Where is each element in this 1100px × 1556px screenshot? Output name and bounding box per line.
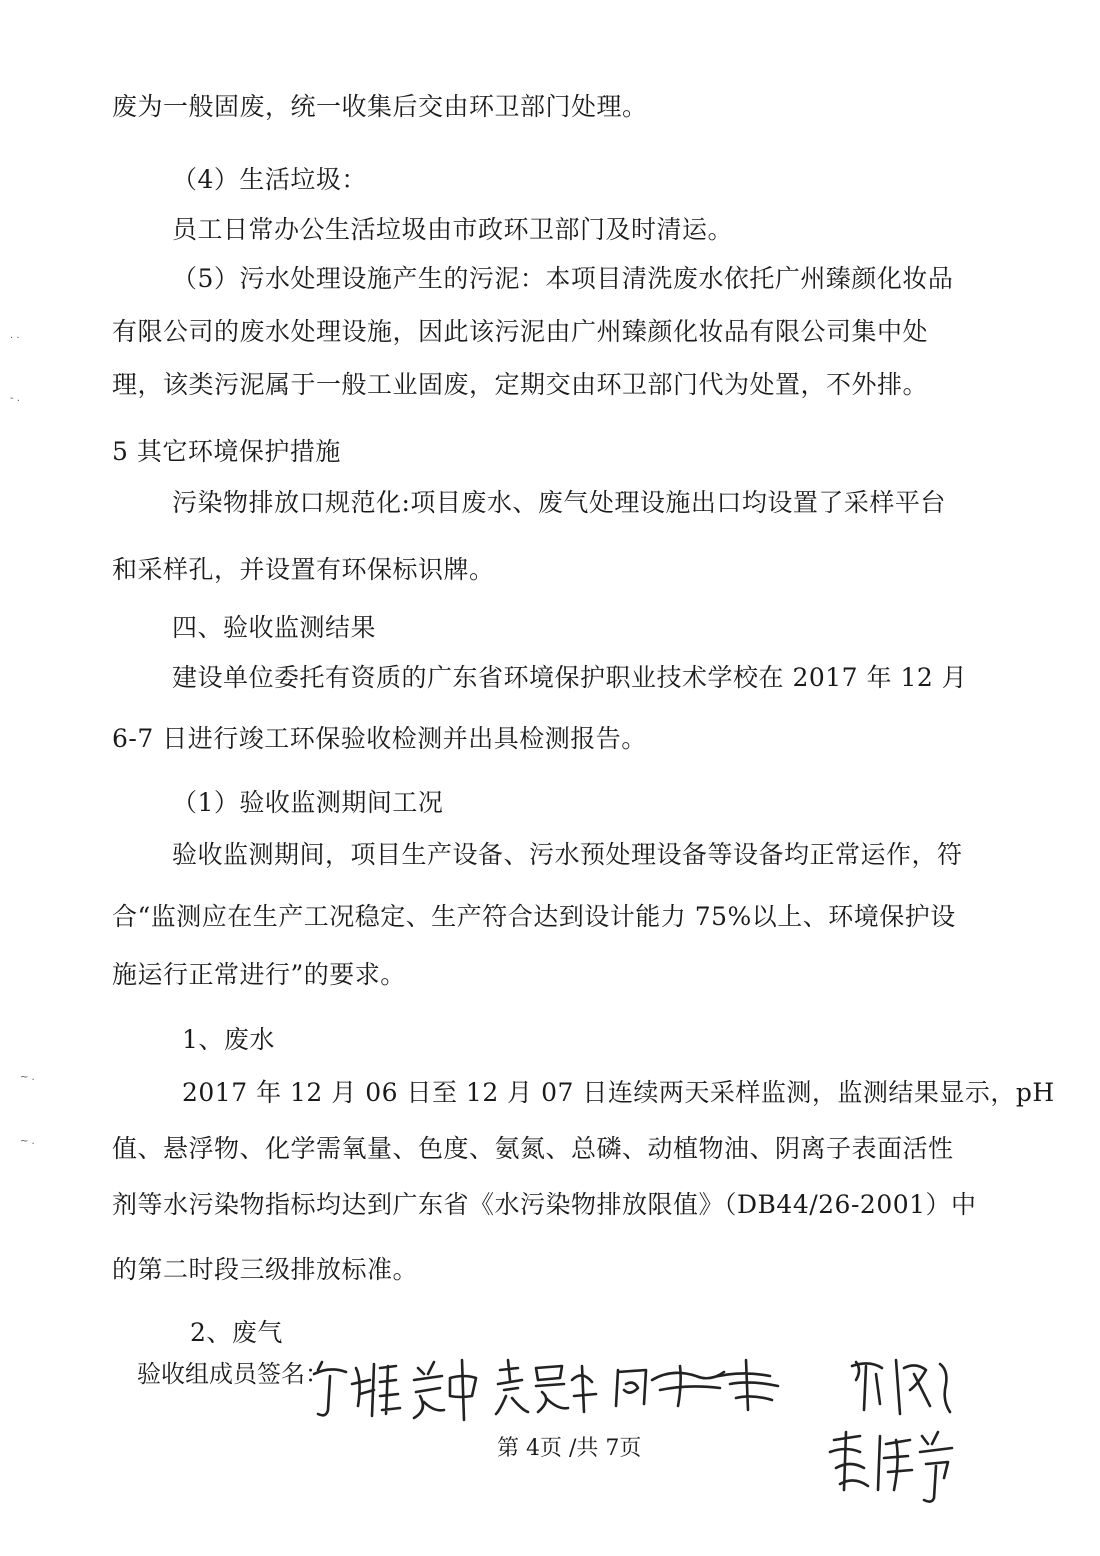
body-line-3: 员工日常办公生活垃圾由市政环卫部门及时清运。 <box>172 215 734 244</box>
page-number: 第 4页 /共 7页 <box>497 1436 642 1461</box>
body-line-11: 建设单位委托有资质的广东省环境保护职业技术学校在 2017 年 12 月 <box>172 663 968 692</box>
body-line-2: （4）生活垃圾： <box>172 165 367 194</box>
signature-label: 验收组成员签名： <box>137 1360 329 1388</box>
body-line-18: 2017 年 12 月 06 日至 12 月 07 日连续两天采样监测，监测结果显示，pH <box>182 1078 1055 1107</box>
body-line-12: 6-7 日进行竣工环保验收检测并出具检测报告。 <box>112 724 647 753</box>
signature-3 <box>496 1360 596 1414</box>
body-line-6: 理，该类污泥属于一般工业固废，定期交由环卫部门代为处置，不外排。 <box>112 370 929 399</box>
body-line-9: 和采样孔，并设置有环保标识牌。 <box>112 555 495 584</box>
section-heading-5: 5 其它环境保护措施 <box>112 437 341 466</box>
body-line-14: 验收监测期间，项目生产设备、污水预处理设备等设备均正常运作，符 <box>172 840 963 869</box>
margin-mark-2: - . <box>10 393 20 404</box>
body-line-4: （5）污水处理设施产生的污泥：本项目清洗废水依托广州臻颜化妆品 <box>172 264 954 293</box>
signature-5 <box>852 1360 950 1414</box>
item-heading-wastewater: 1、废水 <box>182 1025 275 1054</box>
signature-4 <box>616 1360 778 1410</box>
signature-2 <box>414 1360 476 1420</box>
handwritten-signatures <box>300 1340 1000 1520</box>
body-line-19: 值、悬浮物、化学需氧量、色度、氨氮、总磷、动植物油、阴离子表面活性 <box>112 1134 954 1163</box>
signature-1 <box>314 1362 400 1416</box>
subsection-heading-1: （1）验收监测期间工况 <box>172 788 444 817</box>
item-heading-exhaust: 2、废气 <box>190 1318 283 1347</box>
body-line-15: 合“监测应在生产工况稳定、生产符合达到设计能力 75%以上、环境保护设 <box>112 902 956 931</box>
margin-mark-4: ~ . <box>20 1136 35 1147</box>
body-line-20: 剂等水污染物指标均达到广东省《水污染物排放限值》（DB44/26-2001）中 <box>112 1190 977 1219</box>
section-heading-4: 四、验收监测结果 <box>172 613 377 642</box>
body-line-5: 有限公司的废水处理设施，因此该污泥由广州臻颜化妆品有限公司集中处 <box>112 317 929 346</box>
margin-mark-3: ~ . <box>20 1072 35 1083</box>
body-line-16: 施运行正常进行”的要求。 <box>112 960 406 989</box>
margin-mark-1: . . <box>10 330 20 341</box>
body-line-8: 污染物排放口规范化:项目废水、废气处理设施出口均设置了采样平台 <box>172 488 946 517</box>
body-line-21: 的第二时段三级排放标准。 <box>112 1255 419 1284</box>
signature-6 <box>830 1432 952 1502</box>
body-line-1: 废为一般固废，统一收集后交由环卫部门处理。 <box>112 92 648 121</box>
